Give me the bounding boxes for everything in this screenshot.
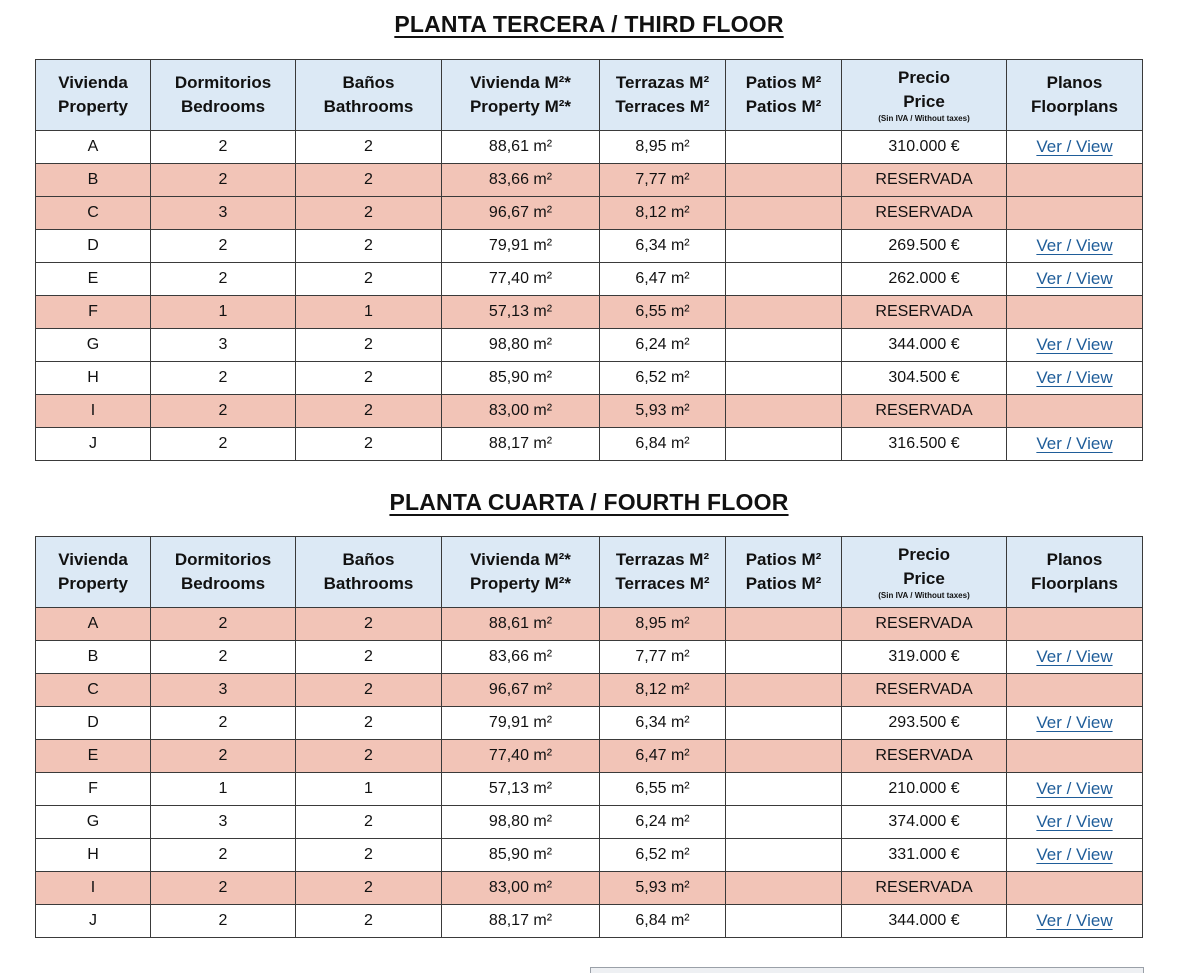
view-floorplan-link[interactable]: Ver / View bbox=[1036, 368, 1113, 387]
cell-bedrooms: 2 bbox=[151, 428, 296, 461]
header-label-en: Bathrooms bbox=[323, 574, 414, 593]
cell-price: 344.000 € bbox=[842, 329, 1007, 362]
cell-area: 85,90 m² bbox=[442, 362, 600, 395]
cell-area: 85,90 m² bbox=[442, 839, 600, 872]
cell-terraces: 6,24 m² bbox=[600, 806, 726, 839]
table-row bbox=[36, 773, 1143, 806]
table-row bbox=[36, 740, 1143, 773]
cell-terraces: 5,93 m² bbox=[600, 395, 726, 428]
cell-plan bbox=[1007, 296, 1143, 329]
cell-price: 210.000 € bbox=[842, 773, 1007, 806]
header-property bbox=[36, 60, 151, 131]
header-floorplans bbox=[1007, 60, 1143, 131]
cell-bedrooms: 3 bbox=[151, 674, 296, 707]
header-label-es: Terrazas M² bbox=[615, 73, 710, 92]
cell-bedrooms: 2 bbox=[151, 905, 296, 938]
cell-bedrooms: 2 bbox=[151, 641, 296, 674]
header-label-en: Property M²* bbox=[469, 574, 572, 593]
cell-area: 77,40 m² bbox=[442, 740, 600, 773]
header-bathrooms bbox=[296, 537, 442, 608]
header-row bbox=[36, 60, 1143, 131]
cell-price: RESERVADA bbox=[842, 197, 1007, 230]
cell-patios bbox=[726, 131, 842, 164]
cell-patios bbox=[726, 905, 842, 938]
header-label-es: Baños bbox=[342, 550, 395, 569]
cell-property: C bbox=[36, 197, 151, 230]
cell-property: A bbox=[36, 608, 151, 641]
cell-plan bbox=[1007, 263, 1143, 296]
cell-bathrooms: 1 bbox=[296, 296, 442, 329]
header-label-en: Floorplans bbox=[1031, 574, 1118, 593]
cell-bathrooms: 2 bbox=[296, 905, 442, 938]
cell-bedrooms: 2 bbox=[151, 362, 296, 395]
cell-bathrooms: 2 bbox=[296, 674, 442, 707]
cell-price: 331.000 € bbox=[842, 839, 1007, 872]
header-label-en: Bedrooms bbox=[180, 97, 266, 116]
cell-plan bbox=[1007, 329, 1143, 362]
cell-property: E bbox=[36, 263, 151, 296]
cell-price: 304.500 € bbox=[842, 362, 1007, 395]
cell-patios bbox=[726, 428, 842, 461]
header-label-en: Property M²* bbox=[469, 97, 572, 116]
header-patios bbox=[726, 537, 842, 608]
cell-terraces: 6,34 m² bbox=[600, 707, 726, 740]
cell-patios bbox=[726, 806, 842, 839]
cell-patios bbox=[726, 674, 842, 707]
cell-bedrooms: 2 bbox=[151, 608, 296, 641]
cell-plan bbox=[1007, 131, 1143, 164]
cell-plan bbox=[1007, 872, 1143, 905]
view-floorplan-link[interactable]: Ver / View bbox=[1036, 137, 1113, 156]
cell-terraces: 7,77 m² bbox=[600, 641, 726, 674]
table-row bbox=[36, 905, 1143, 938]
cell-bedrooms: 3 bbox=[151, 329, 296, 362]
header-label-es: Planos bbox=[1046, 73, 1103, 92]
cell-bedrooms: 2 bbox=[151, 839, 296, 872]
header-label-es: Vivienda M²* bbox=[470, 73, 571, 92]
header-label-en: Bathrooms bbox=[323, 97, 414, 116]
cell-plan bbox=[1007, 362, 1143, 395]
cell-bedrooms: 2 bbox=[151, 395, 296, 428]
cell-terraces: 6,84 m² bbox=[600, 905, 726, 938]
cell-property: I bbox=[36, 395, 151, 428]
cell-bathrooms: 1 bbox=[296, 773, 442, 806]
header-label-es: Vivienda bbox=[58, 550, 128, 569]
cell-plan bbox=[1007, 395, 1143, 428]
view-floorplan-link[interactable]: Ver / View bbox=[1036, 812, 1113, 831]
cell-area: 83,00 m² bbox=[442, 872, 600, 905]
cell-terraces: 8,95 m² bbox=[600, 131, 726, 164]
cell-plan bbox=[1007, 806, 1143, 839]
cell-price: RESERVADA bbox=[842, 164, 1007, 197]
cell-bathrooms: 2 bbox=[296, 872, 442, 905]
cell-plan bbox=[1007, 197, 1143, 230]
cell-terraces: 6,47 m² bbox=[600, 263, 726, 296]
cell-bedrooms: 2 bbox=[151, 131, 296, 164]
header-terraces bbox=[600, 60, 726, 131]
cell-bedrooms: 3 bbox=[151, 806, 296, 839]
header-bedrooms bbox=[151, 537, 296, 608]
header-terraces bbox=[600, 537, 726, 608]
cropped-box bbox=[590, 967, 1144, 973]
cell-area: 88,17 m² bbox=[442, 905, 600, 938]
cell-plan bbox=[1007, 839, 1143, 872]
cell-area: 88,17 m² bbox=[442, 428, 600, 461]
cell-bedrooms: 2 bbox=[151, 164, 296, 197]
cell-bathrooms: 2 bbox=[296, 839, 442, 872]
third-floor-rows bbox=[36, 131, 1143, 461]
header-label-es: Patios M² bbox=[745, 73, 822, 92]
header-label-es: Dormitorios bbox=[174, 73, 272, 92]
cell-price: 293.500 € bbox=[842, 707, 1007, 740]
cell-bathrooms: 2 bbox=[296, 428, 442, 461]
cell-area: 83,66 m² bbox=[442, 164, 600, 197]
cell-bathrooms: 2 bbox=[296, 707, 442, 740]
cell-property: F bbox=[36, 773, 151, 806]
cell-area: 96,67 m² bbox=[442, 197, 600, 230]
header-price bbox=[842, 60, 1007, 131]
cell-plan bbox=[1007, 230, 1143, 263]
cell-bedrooms: 2 bbox=[151, 263, 296, 296]
table-row bbox=[36, 395, 1143, 428]
cell-terraces: 6,52 m² bbox=[600, 362, 726, 395]
header-label-en: Bedrooms bbox=[180, 574, 266, 593]
view-floorplan-link[interactable]: Ver / View bbox=[1036, 236, 1113, 255]
cell-terraces: 6,84 m² bbox=[600, 428, 726, 461]
cell-terraces: 5,93 m² bbox=[600, 872, 726, 905]
cell-property: A bbox=[36, 131, 151, 164]
cell-plan bbox=[1007, 905, 1143, 938]
header-label-es: Precio bbox=[898, 545, 950, 564]
cell-bathrooms: 2 bbox=[296, 362, 442, 395]
cell-patios bbox=[726, 872, 842, 905]
cell-terraces: 6,55 m² bbox=[600, 296, 726, 329]
cell-property: G bbox=[36, 806, 151, 839]
view-floorplan-link[interactable]: Ver / View bbox=[1036, 713, 1113, 732]
cell-area: 88,61 m² bbox=[442, 608, 600, 641]
cell-plan bbox=[1007, 740, 1143, 773]
cell-plan bbox=[1007, 641, 1143, 674]
header-area bbox=[442, 537, 600, 608]
fourth-floor-rows bbox=[36, 608, 1143, 938]
table-row bbox=[36, 230, 1143, 263]
table-row bbox=[36, 197, 1143, 230]
cell-patios bbox=[726, 395, 842, 428]
header-label-en: Price bbox=[903, 92, 945, 111]
third-floor-title: PLANTA TERCERA / THIRD FLOOR bbox=[394, 11, 784, 37]
cell-plan bbox=[1007, 674, 1143, 707]
cell-bedrooms: 1 bbox=[151, 296, 296, 329]
cell-price: RESERVADA bbox=[842, 674, 1007, 707]
cell-bedrooms: 1 bbox=[151, 773, 296, 806]
view-floorplan-link[interactable]: Ver / View bbox=[1036, 647, 1113, 666]
header-label-en: Patios M² bbox=[745, 574, 822, 593]
header-label-es: Vivienda bbox=[58, 73, 128, 92]
cell-plan bbox=[1007, 164, 1143, 197]
cell-area: 57,13 m² bbox=[442, 296, 600, 329]
cell-price: 374.000 € bbox=[842, 806, 1007, 839]
cell-plan bbox=[1007, 428, 1143, 461]
table-row bbox=[36, 362, 1143, 395]
header-label-es: Patios M² bbox=[745, 550, 822, 569]
cell-terraces: 8,95 m² bbox=[600, 608, 726, 641]
cell-property: C bbox=[36, 674, 151, 707]
cell-price: RESERVADA bbox=[842, 296, 1007, 329]
header-label-en: Floorplans bbox=[1031, 97, 1118, 116]
cell-area: 83,00 m² bbox=[442, 395, 600, 428]
cell-price: 269.500 € bbox=[842, 230, 1007, 263]
table-row bbox=[36, 296, 1143, 329]
header-floorplans bbox=[1007, 537, 1143, 608]
cell-terraces: 6,47 m² bbox=[600, 740, 726, 773]
cell-price: RESERVADA bbox=[842, 395, 1007, 428]
cell-bedrooms: 2 bbox=[151, 740, 296, 773]
header-label-es: Vivienda M²* bbox=[470, 550, 571, 569]
cell-area: 79,91 m² bbox=[442, 707, 600, 740]
table-row bbox=[36, 674, 1143, 707]
cell-property: H bbox=[36, 362, 151, 395]
price-note: (Sin IVA / Without taxes) bbox=[878, 114, 970, 123]
cell-area: 96,67 m² bbox=[442, 674, 600, 707]
cell-terraces: 8,12 m² bbox=[600, 674, 726, 707]
cell-price: 344.000 € bbox=[842, 905, 1007, 938]
cell-price: 310.000 € bbox=[842, 131, 1007, 164]
cell-patios bbox=[726, 707, 842, 740]
header-area bbox=[442, 60, 600, 131]
cell-bedrooms: 2 bbox=[151, 707, 296, 740]
cell-property: B bbox=[36, 164, 151, 197]
cell-plan bbox=[1007, 773, 1143, 806]
cell-patios bbox=[726, 197, 842, 230]
view-floorplan-link[interactable]: Ver / View bbox=[1036, 779, 1113, 798]
cell-patios bbox=[726, 263, 842, 296]
cell-property: D bbox=[36, 230, 151, 263]
cell-area: 79,91 m² bbox=[442, 230, 600, 263]
cell-property: B bbox=[36, 641, 151, 674]
view-floorplan-link[interactable]: Ver / View bbox=[1036, 335, 1113, 354]
table-row bbox=[36, 164, 1143, 197]
view-floorplan-link[interactable]: Ver / View bbox=[1036, 269, 1113, 288]
fourth-floor-table bbox=[35, 536, 1143, 938]
cell-patios bbox=[726, 164, 842, 197]
header-label-en: Property bbox=[58, 574, 128, 593]
cell-bedrooms: 2 bbox=[151, 230, 296, 263]
cell-bathrooms: 2 bbox=[296, 329, 442, 362]
cell-patios bbox=[726, 641, 842, 674]
header-patios bbox=[726, 60, 842, 131]
cell-bathrooms: 2 bbox=[296, 131, 442, 164]
cell-patios bbox=[726, 230, 842, 263]
table-row bbox=[36, 839, 1143, 872]
cell-property: I bbox=[36, 872, 151, 905]
table-row bbox=[36, 707, 1143, 740]
fourth-floor-title: PLANTA CUARTA / FOURTH FLOOR bbox=[389, 489, 789, 515]
cell-patios bbox=[726, 839, 842, 872]
table-row bbox=[36, 872, 1143, 905]
view-floorplan-link[interactable]: Ver / View bbox=[1036, 434, 1113, 453]
cell-patios bbox=[726, 608, 842, 641]
cell-area: 57,13 m² bbox=[442, 773, 600, 806]
cell-property: E bbox=[36, 740, 151, 773]
header-label-en: Terraces M² bbox=[615, 97, 710, 116]
header-label-es: Precio bbox=[898, 68, 950, 87]
table-row bbox=[36, 641, 1143, 674]
header-label-en: Patios M² bbox=[745, 97, 822, 116]
cell-plan bbox=[1007, 608, 1143, 641]
header-label-en: Property bbox=[58, 97, 128, 116]
header-label-es: Baños bbox=[342, 73, 395, 92]
table-row bbox=[36, 263, 1143, 296]
cell-plan bbox=[1007, 707, 1143, 740]
price-note: (Sin IVA / Without taxes) bbox=[878, 591, 970, 600]
cell-bathrooms: 2 bbox=[296, 164, 442, 197]
cell-bathrooms: 2 bbox=[296, 263, 442, 296]
header-label-en: Price bbox=[903, 569, 945, 588]
table-row bbox=[36, 131, 1143, 164]
table-row bbox=[36, 428, 1143, 461]
cell-bathrooms: 2 bbox=[296, 740, 442, 773]
cell-area: 98,80 m² bbox=[442, 329, 600, 362]
table-row bbox=[36, 806, 1143, 839]
cell-bedrooms: 3 bbox=[151, 197, 296, 230]
cell-patios bbox=[726, 362, 842, 395]
header-bathrooms bbox=[296, 60, 442, 131]
cell-price: 316.500 € bbox=[842, 428, 1007, 461]
cell-terraces: 8,12 m² bbox=[600, 197, 726, 230]
header-price bbox=[842, 537, 1007, 608]
cell-price: 319.000 € bbox=[842, 641, 1007, 674]
cell-patios bbox=[726, 773, 842, 806]
third-floor-table bbox=[35, 59, 1143, 461]
cell-terraces: 7,77 m² bbox=[600, 164, 726, 197]
table-row bbox=[36, 329, 1143, 362]
cell-price: RESERVADA bbox=[842, 608, 1007, 641]
header-label-en: Terraces M² bbox=[615, 574, 710, 593]
cell-price: 262.000 € bbox=[842, 263, 1007, 296]
cell-terraces: 6,55 m² bbox=[600, 773, 726, 806]
cell-bathrooms: 2 bbox=[296, 608, 442, 641]
cell-area: 88,61 m² bbox=[442, 131, 600, 164]
cell-property: J bbox=[36, 428, 151, 461]
cell-bedrooms: 2 bbox=[151, 872, 296, 905]
cell-property: J bbox=[36, 905, 151, 938]
cell-terraces: 6,24 m² bbox=[600, 329, 726, 362]
view-floorplan-link[interactable]: Ver / View bbox=[1036, 911, 1113, 930]
cell-bathrooms: 2 bbox=[296, 806, 442, 839]
cell-patios bbox=[726, 296, 842, 329]
header-label-es: Dormitorios bbox=[174, 550, 272, 569]
table-row bbox=[36, 608, 1143, 641]
cell-area: 83,66 m² bbox=[442, 641, 600, 674]
cell-terraces: 6,52 m² bbox=[600, 839, 726, 872]
cell-terraces: 6,34 m² bbox=[600, 230, 726, 263]
cell-bathrooms: 2 bbox=[296, 197, 442, 230]
cell-property: H bbox=[36, 839, 151, 872]
cell-patios bbox=[726, 740, 842, 773]
cell-area: 98,80 m² bbox=[442, 806, 600, 839]
cell-property: G bbox=[36, 329, 151, 362]
cell-patios bbox=[726, 329, 842, 362]
cell-area: 77,40 m² bbox=[442, 263, 600, 296]
cell-bathrooms: 2 bbox=[296, 395, 442, 428]
header-bedrooms bbox=[151, 60, 296, 131]
cell-bathrooms: 2 bbox=[296, 230, 442, 263]
header-property bbox=[36, 537, 151, 608]
header-row bbox=[36, 537, 1143, 608]
cell-price: RESERVADA bbox=[842, 740, 1007, 773]
cell-price: RESERVADA bbox=[842, 872, 1007, 905]
header-label-es: Planos bbox=[1046, 550, 1103, 569]
cell-property: D bbox=[36, 707, 151, 740]
cell-bathrooms: 2 bbox=[296, 641, 442, 674]
cell-property: F bbox=[36, 296, 151, 329]
view-floorplan-link[interactable]: Ver / View bbox=[1036, 845, 1113, 864]
header-label-es: Terrazas M² bbox=[615, 550, 710, 569]
